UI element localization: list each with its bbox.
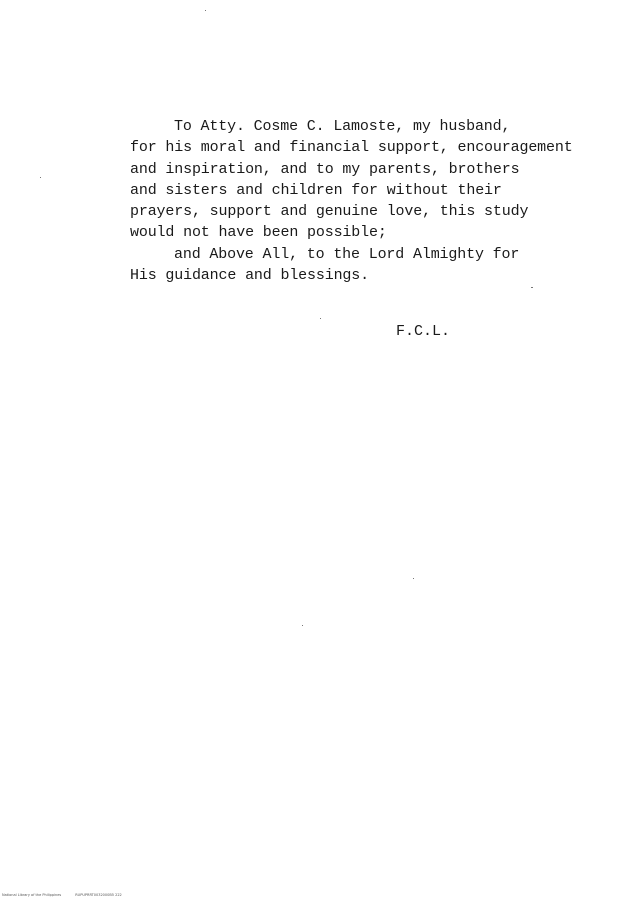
dedication-text xyxy=(130,116,610,286)
scan-speck xyxy=(205,10,206,11)
scan-footer xyxy=(2,893,122,898)
scan-speck xyxy=(413,578,414,579)
signature-initials: F.C.L. xyxy=(396,323,451,340)
footer-code: RUPUPRRT0032000B5 222 xyxy=(75,893,122,897)
dedication-line-3: and inspiration, and to my parents, brothers xyxy=(130,160,520,178)
dedication-line-1: To Atty. Cosme C. Lamoste, my husband, xyxy=(174,118,511,135)
footer-library: National Library of the Philippines xyxy=(2,893,62,897)
dedication-line-2: for his moral and financial support, encouragement xyxy=(130,139,573,157)
dedication-line-6: would not have been possible; xyxy=(130,224,387,242)
scan-speck xyxy=(302,625,303,626)
dedication-line-8: His guidance and blessings. xyxy=(130,267,369,285)
scan-speck xyxy=(40,177,41,178)
dedication-line-5: prayers, support and genuine love, this study xyxy=(130,203,529,221)
dedication-line-4: and sisters and children for without their xyxy=(130,181,502,199)
scan-speck xyxy=(531,287,533,288)
dedication-line-7: and Above All, to the Lord Almighty for xyxy=(174,245,520,263)
scan-speck xyxy=(320,318,321,319)
